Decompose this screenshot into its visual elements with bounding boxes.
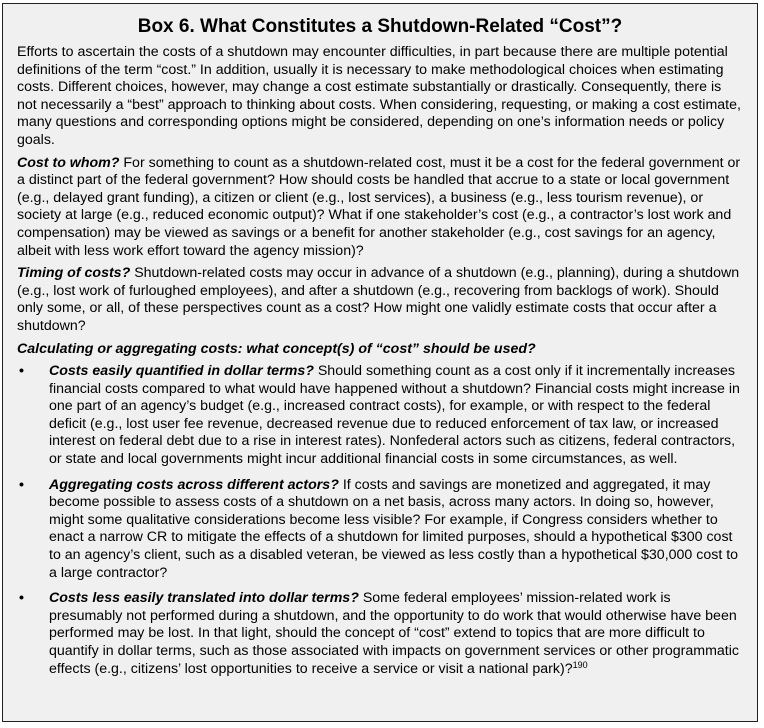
cost-to-whom-paragraph <box>17 155 743 261</box>
calculating-heading: Calculating or aggregating costs: what concept(s) of “cost” should be used? <box>17 340 536 357</box>
bullet-lead: Costs easily quantified in dollar terms? <box>49 363 314 380</box>
bullet-lead: Costs less easily translated into dollar terms? <box>49 590 359 607</box>
timing-paragraph <box>17 265 743 335</box>
bullet-lead: Aggregating costs across different actors? <box>49 476 339 493</box>
bullet-text: Some federal employees’ mission-related work is presumably not performed during a shutdown, and the opportunity to do work that would otherwise have been performed may be lost. In that light, should the concept of “cost” extend to topics that are more difficult to quantify in dollar terms, such as those associated with impacts on government services or other programmatic effects (e.g., citizens’ lost opportunities to receive a service or visit a national park)? <box>49 590 739 677</box>
bullet-text: Should something count as a cost only if it incrementally increases financial costs compared to what would have happened without a shutdown? Financial costs might increase in one part of an agency’s budget (e.g., increased contract costs), for example, or with respect to the federal deficit (e.g., lost user fee revenue, decreased revenue due to reduced enforcement of tax law, or increased interest on federal debt due to a rise in interest rates). Nonfederal actors such as citizens, federal contractors, or state and local governments might incur additional financial costs in some circumstances, as well. <box>49 363 740 468</box>
cost-to-whom-text: For something to count as a shutdown-related cost, must it be a cost for the federal government or a distinct part of the federal government? How should costs be handled that accrue to a state or local government (e.g., delayed grant funding), a citizen or client (e.g., lost services), a business (e.g., less tourism revenue), or society at large (e.g., reduced economic output)? What if one stakeholder’s cost (e.g., a contractor’s lost work and compensation) may be viewed as savings or a benefit for another stakeholder (e.g., cost savings for an agency, albeit with less work effort toward the agency mission)? <box>17 154 741 259</box>
footnote-ref[interactable]: 190 <box>572 659 588 670</box>
text-box <box>2 3 758 722</box>
cost-to-whom-lead: Cost to whom? <box>17 154 120 171</box>
bullet-text: If costs and savings are monetized and aggregated, it may become possible to assess costs of a shutdown on a net basis, across many actors. In doing so, however, might some qualitative considerations become less visible? For example, if Congress considers whether to enact a narrow CR to mitigate the effects of a shutdown for limited purposes, should a hypothetical $300 cost to an agency’s client, such as a disabled veteran, be viewed as less costly than a hypothetical $30,000 cost to a large contractor? <box>49 476 739 581</box>
bullet-icon: • <box>19 590 24 607</box>
list-item <box>17 590 743 678</box>
bullet-icon: • <box>19 476 24 493</box>
intro-paragraph: Efforts to ascertain the costs of a shutdown may encounter difficulties, in part because there are multiple potential definitions of the term “cost.” In addition, usually it is necessary to make methodological choices when estimating costs. Different choices, however, may change a cost estimate substantially or drastically. Consequently, there is not necessarily a “best” approach to thinking about costs. When considering, requesting, or making a cost estimate, many questions and corresponding options might be considered, depending on one’s information needs or policy goals. <box>17 44 741 148</box>
list-item <box>17 477 743 583</box>
bullet-list <box>17 363 743 678</box>
box-title: Box 6. What Constitutes a Shutdown-Related “Cost”? <box>137 16 623 37</box>
list-item <box>17 363 743 469</box>
timing-lead: Timing of costs? <box>17 265 131 282</box>
timing-text: Shutdown-related costs may occur in advance of a shutdown (e.g., planning), during a shutdown (e.g., lost work of furloughed employees), and after a shutdown (e.g., recovering from backlogs of work). Should only some, or all, of these perspectives count as a cost? How might one validly estimate costs that occur after a shutdown? <box>17 265 740 334</box>
bullet-icon: • <box>19 363 24 380</box>
